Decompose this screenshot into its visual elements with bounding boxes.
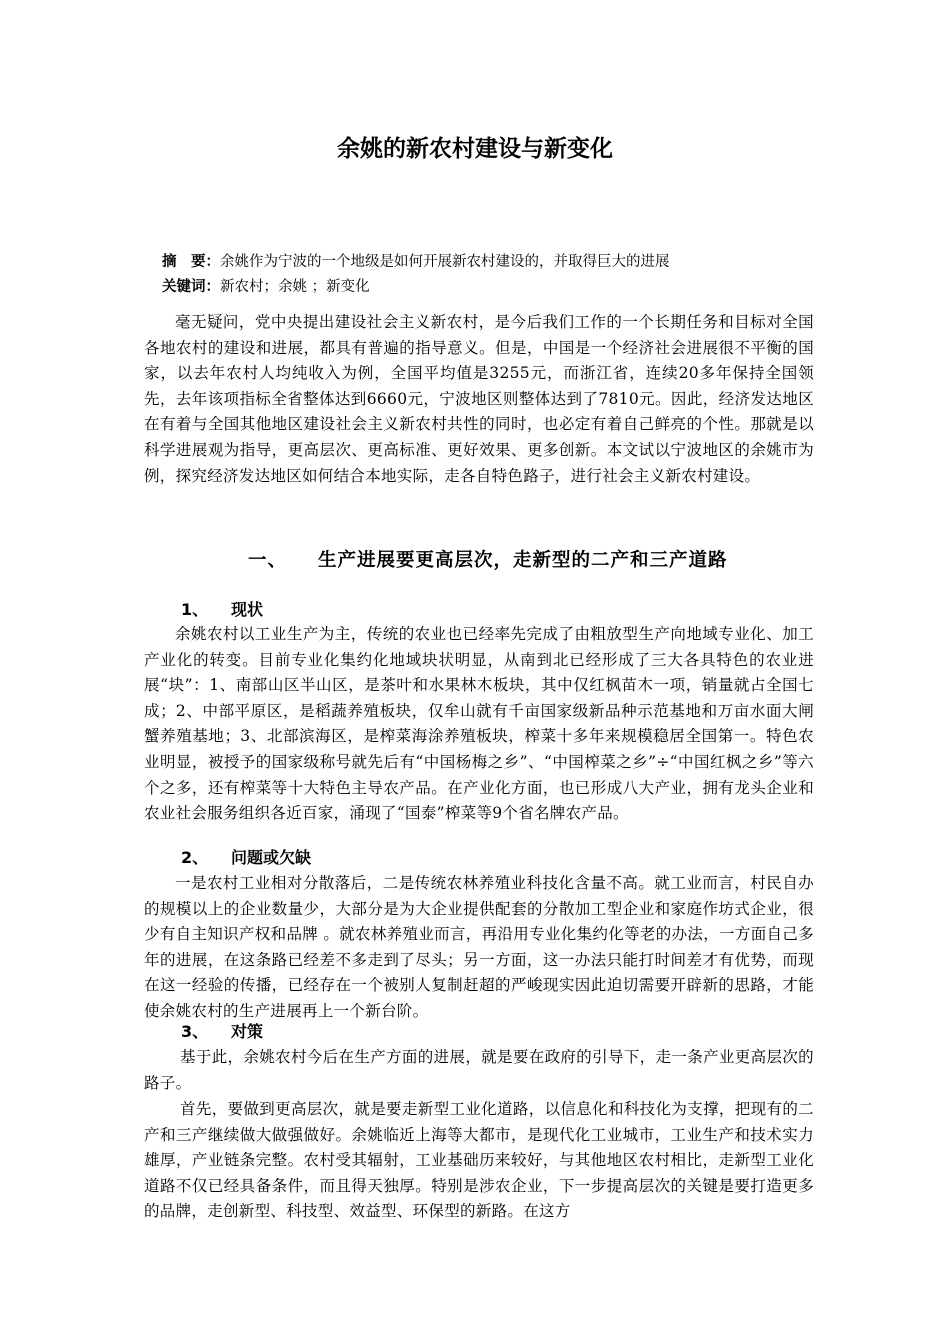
keywords [162, 276, 370, 298]
abstract-label: 摘 要： [162, 254, 220, 270]
subsection-heading-countermeasures [181, 1020, 263, 1044]
problems-paragraph: 一是农村工业相对分散落后，二是传统农林养殖业科技化含量不高。就工业而言，村民自办的规模以上的企业数量少，大部分是为大企业提供配套的分散加工型企业和家庭作坊式企业，很少有自主知识产权和品牌 。就农林养殖业而言，再沿用专业化集约化等老的办法，一方面自己多年的进展，在这条路已经差不多走到了尽头；另一方面，这一办法只能打时间差才有优势，而现在这一经验的传播，已经存在一个被别人复制赶超的严峻现实因此迫切需要开辟新的思路，才能使余姚农村的生产进展再上一个新台阶。 [144, 874, 814, 1020]
subsection-number: 1、 [181, 600, 209, 619]
abstract-text: 余姚作为宁波的一个地级是如何开展新农村建设的，并取得巨大的进展 [220, 254, 670, 270]
countermeasures-paragraph-1: 基于此，余姚农村今后在生产方面的进展，就是要在政府的引导下，走一条产业更高层次的路子。 [144, 1048, 814, 1092]
section-heading [248, 548, 728, 574]
document-title: 余姚的新农村建设与新变化 [337, 136, 613, 162]
subsection-title: 问题或欠缺 [231, 848, 312, 867]
countermeasures-paragraph-2: 首先，要做到更高层次，就是要走新型工业化道路，以信息化和科技化为支撑，把现有的二产和三产继续做大做强做好。余姚临近上海等大都市，是现代化工业城市，工业生产和技术实力雄厚，产业链条完整。农村受其辐射，工业基础历来较好，与其他地区农村相比，走新型工业化道路不仅已经具备条件，而且得天独厚。特别是涉农企业，下一步提高层次的关键是要打造更多的品牌，走创新型、科技型、效益型、环保型的新路。在这方 [144, 1100, 814, 1221]
subsection-title: 现状 [231, 600, 264, 619]
intro-paragraph: 毫无疑问，党中央提出建设社会主义新农村，是今后我们工作的一个长期任务和目标对全国各地农村的建设和进展，都具有普遍的指导意义。但是，中国是一个经济社会进展很不平衡的国家，以去年农村人均纯收入为例，全国平均值是3255元，而浙江省，连续20多年保持全国领先，去年该项指标全省整体达到6660元，宁波地区则整体达到了7810元。因此，经济发达地区在有着与全国其他地区建设社会主义新农村共性的同时，也必定有着自己鲜亮的个性。那就是以科学进展观为指导，更高层次、更高标准、更好效果、更多创新。本文试以宁波地区的余姚市为例，探究经济发达地区如何结合本地实际，走各自特色路子，进行社会主义新农村建设。 [144, 313, 814, 485]
keywords-text: 新农村；余姚 ；新变化 [220, 279, 370, 295]
subsection-title: 对策 [231, 1022, 264, 1041]
section-number: 一、 [248, 550, 288, 571]
section-title: 生产进展要更高层次，走新型的二产和三产道路 [318, 550, 728, 571]
subsection-heading-status [181, 598, 263, 622]
subsection-number: 3、 [181, 1022, 209, 1041]
subsection-number: 2、 [181, 848, 209, 867]
subsection-heading-problems [181, 846, 311, 870]
keywords-label: 关键词： [162, 279, 220, 295]
abstract [162, 251, 670, 273]
status-paragraph: 余姚农村以工业生产为主，传统的农业也已经率先完成了由粗放型生产向地域专业化、加工产业化的转变。目前专业化集约化地域块状明显，从南到北已经形成了三大各具特色的农业进展“块”：1、南部山区半山区，是茶叶和水果林木板块，其中仅红枫苗木一项，销量就占全国七成；2、中部平原区，是稻蔬养殖板块，仅牟山就有千亩国家级新品种示范基地和万亩水面大闸蟹养殖基地；3、北部滨海区，是榨菜海涂养殖板块，榨菜十多年来规模稳居全国第一。特色农业明显，被授予的国家级称号就先后有“中国杨梅之乡”、“中国榨菜之乡”÷“中国红枫之乡”等六个之多，还有榨菜等十大特色主导农产品。在产业化方面，也已形成八大产业，拥有龙头企业和农业社会服务组织各近百家，涌现了“国泰”榨菜等9个省名牌农产品。 [144, 625, 814, 823]
